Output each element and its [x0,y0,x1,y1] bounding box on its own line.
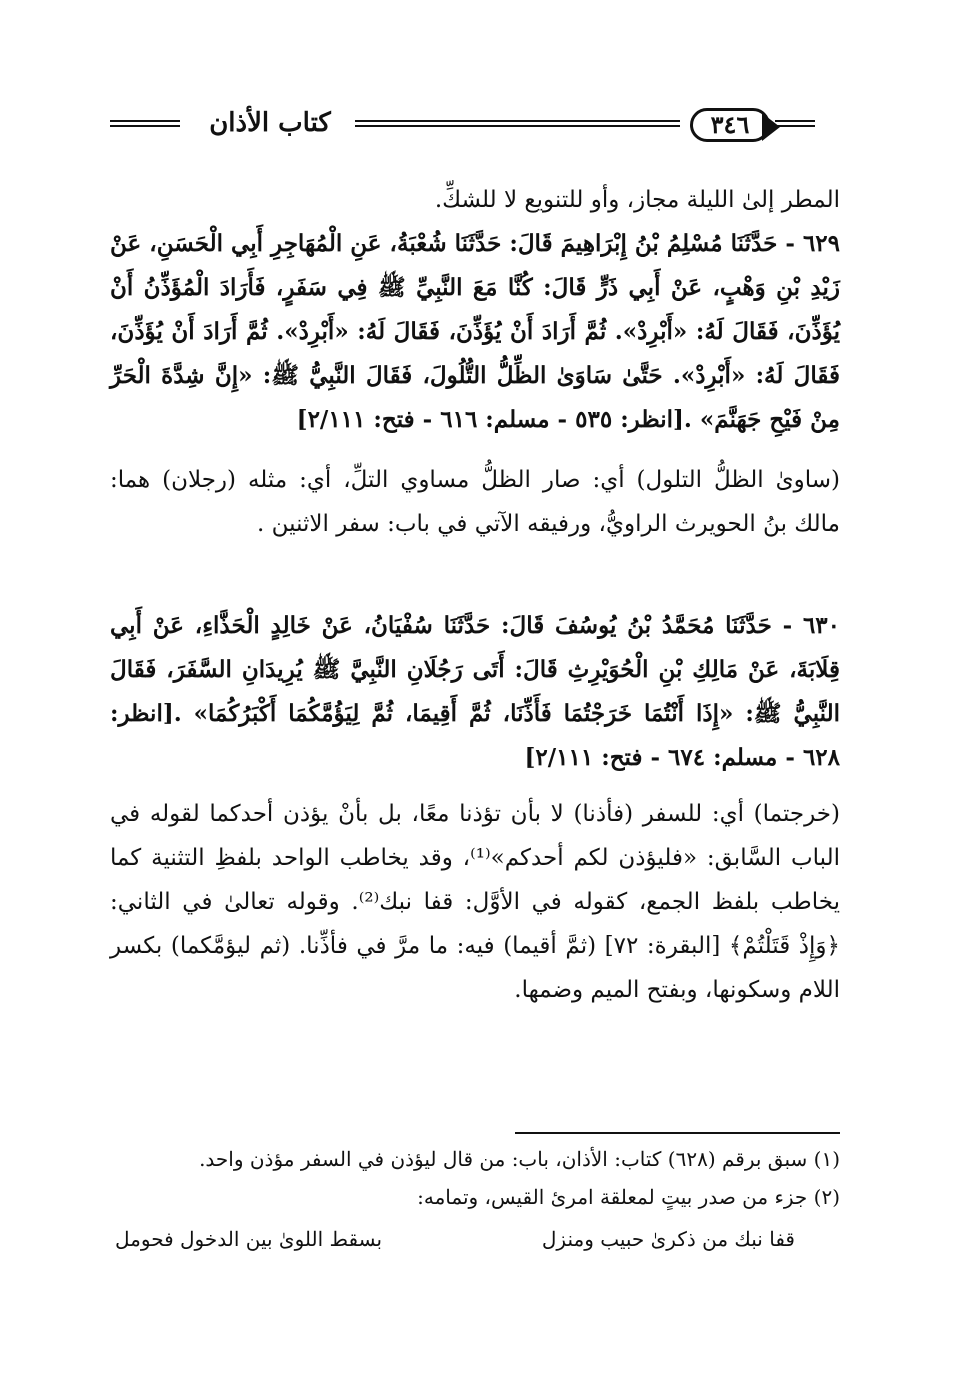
verse-first-hemistich: قفا نبك من ذكرىٰ حبيب ومنزل [541,1227,795,1251]
paragraph-5-container [110,792,840,1012]
paragraph-3-container [110,458,840,546]
footnote-2: (٢) جزء من صدر بيتٍ لمعلقة امرئ القيس، وتمامه: [417,1185,840,1209]
footnote-1: (١) سبق برقم (٦٢٨) كتاب: الأذان، باب: من قال ليؤذن في السفر مؤذن واحد. [199,1147,840,1171]
page-number: ٣٤٦ [690,108,770,142]
paragraph-1-container [110,178,840,222]
hadith-630-container [110,604,840,780]
commentary-paragraph: المطر إلىٰ الليلة مجاز، وأو للتنويع لا للشكِّ. [434,187,840,213]
hadith-629: ٦٢٩ - حَدَّثَنَا مُسْلِمُ بْنُ إِبْرَاهِيمَ قَالَ: حَدَّثَنَا شُعْبَةُ، عَنِ الْمُهَاجِرِ أَبِي الْحَسَنِ، عَنْ زَيْدِ بْنِ وَهْبٍ، عَنْ أَبِي ذَرٍّ قَالَ: كُنَّا مَعَ النَّبِيِّ ﷺ فِي سَفَرٍ، فَأَرَادَ الْمُؤَذِّنُ أَنْ يُؤَذِّنَ، فَقَالَ لَهُ: «أَبْرِدْ». ثُمَّ أَرَادَ أَنْ يُؤَذِّنَ، فَقَالَ لَهُ: «أَبْرِدْ». ثُمَّ أَرَادَ أَنْ يُؤَذِّنَ، فَقَالَ لَهُ: «أَبْرِدْ». حَتَّىٰ سَاوَىٰ الظِّلُّ التُّلُولَ، فَقَالَ النَّبِيُّ ﷺ: «إِنَّ شِدَّةَ الْحَرِّ مِنْ فَيْحِ جَهَنَّمَ» .[انظر: ٥٣٥ - مسلم: ٦١٦ - فتح: ٢/١١١] [110,230,840,433]
footnote-separator [515,1132,840,1134]
verse-second-hemistich: بسقط اللوىٰ بين الدخول فحومل [115,1227,383,1251]
hadith-629-container [110,222,840,442]
header-rule-right [775,120,815,127]
commentary-paragraph: (خرجتما) أي: للسفر (فأذنا) لا بأن تؤذنا معًا، بل بأنْ يؤذن أحدكما لقوله في الباب السَّابق: «فليؤذن لكم أحدكم»⁽¹⁾، وقد يخاطب الواحد بلفظِ التثنية كما يخاطب بلفظ الجمع، كقوله في الأوَّل: قفا نبك⁽²⁾. وقوله تعالىٰ في الثاني: ﴿وَإِذْ قَتَلْتُمْ﴾ [البقرة: ٧٢] (ثمَّ أقيما) فيه: ما مرَّ في فأذِّنا. (ثم ليؤمَّكما) بكسر اللام وسكونها، وبفتح الميم وضمها. [110,801,840,1003]
page-number-arrow-icon [762,113,780,141]
commentary-paragraph: (ساوىٰ الظلُّ التلول) أي: صار الظلُّ مساوي التلِّ، أي: مثله (رجلان) هما: مالك بنُ الحويرث الراويُّ، ورفيقه الآتي في باب: سفر الاثنين . [110,467,840,537]
header-rule-middle [355,120,680,127]
footnotes [110,1140,840,1258]
hadith-630: ٦٣٠ - حَدَّثَنَا مُحَمَّدُ بْنُ يُوسُفَ قَالَ: حَدَّثَنَا سُفْيَانُ، عَنْ خَالِدٍ الْحَذَّاءِ، عَنْ أَبِي قِلَابَةَ، عَنْ مَالِكِ بْنِ الْحُوَيْرِثِ قَالَ: أَتَى رَجُلَانِ النَّبِيَّ ﷺ يُرِيدَانِ السَّفَرَ، فَقَالَ النَّبِيُّ ﷺ: «إِذَا أَنْتُمَا خَرَجْتُمَا فَأَذِّنَا، ثُمَّ أَقِيمَا، ثُمَّ لِيَؤُمَّكُمَا أَكْبَرُكُمَا» .[انظر: ٦٢٨ - مسلم: ٦٧٤ - فتح: ٢/١١١] [110,612,840,771]
book-title: كتاب الأذان [209,108,331,138]
header-rule-left [110,120,180,127]
page-header [110,108,840,148]
poetry-verse [115,1220,840,1258]
